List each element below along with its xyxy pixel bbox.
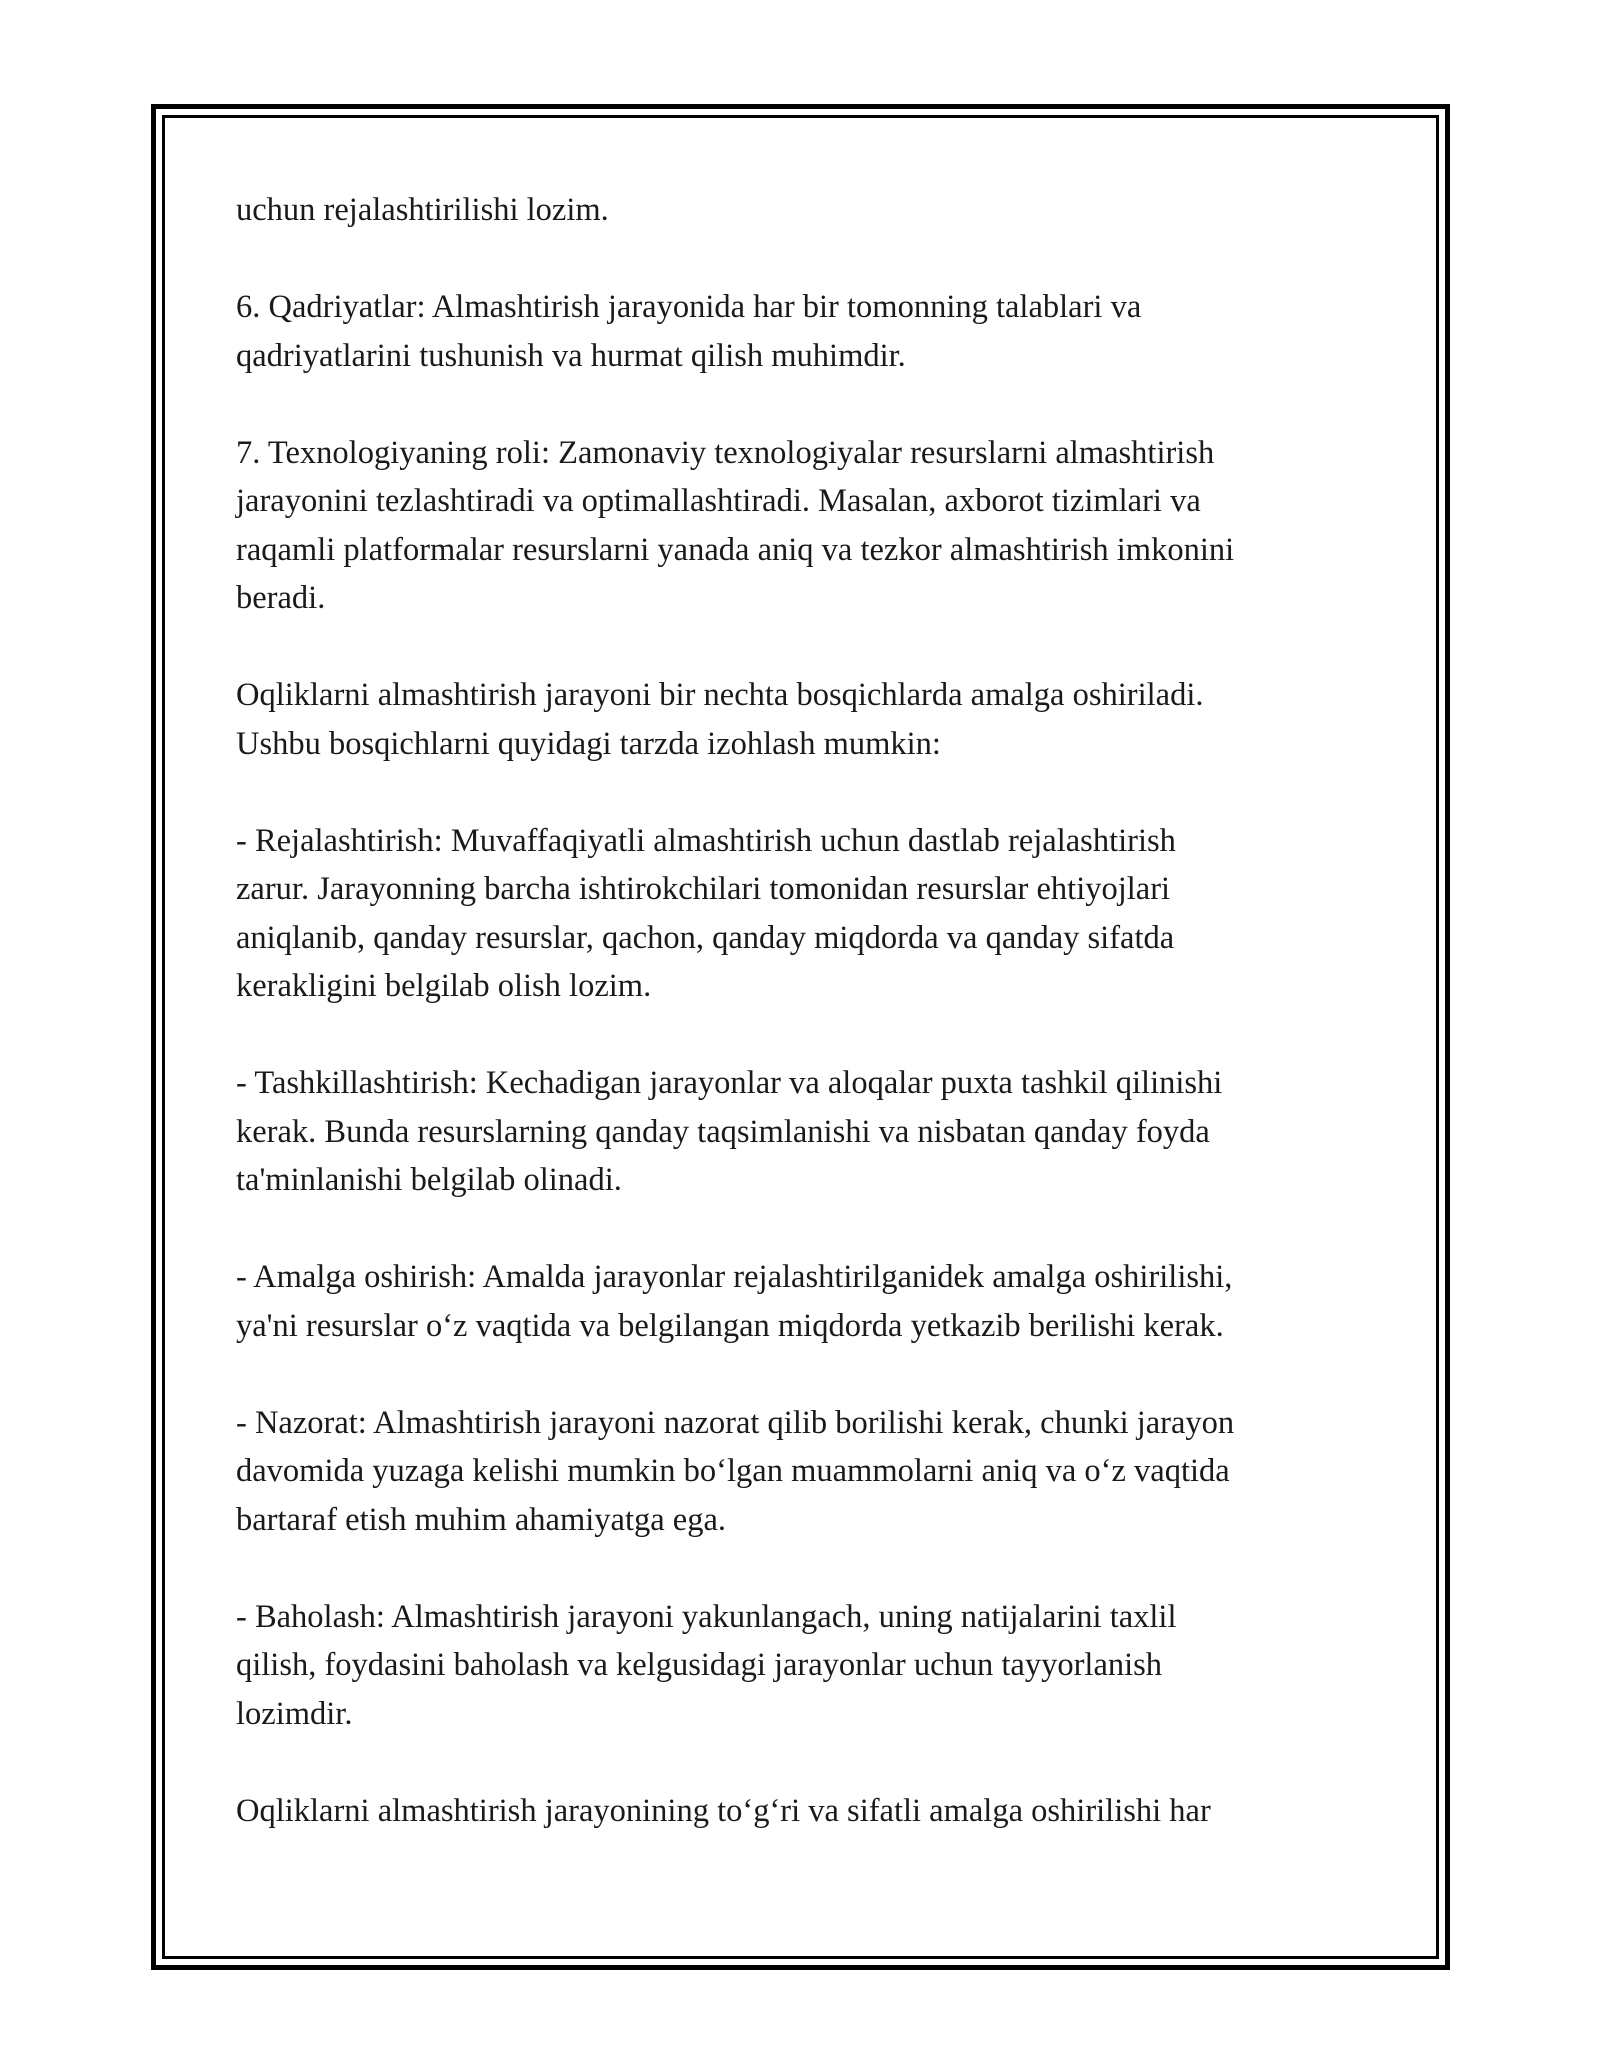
text-line: qadriyatlarini tushunish va hurmat qilish muhimdir. (236, 337, 906, 374)
paragraph-implementation (236, 1253, 1376, 1350)
text-line: qilish, foydasini baholash va kelgusidagi jarayonlar uchun tayyorlanish (236, 1647, 1163, 1683)
text-line: 7. Texnologiyaning roli: Zamonaviy texnologiyalar resurslarni almashtirish (236, 434, 1215, 471)
text-line: - Rejalashtirish: Muvaffaqiyatli almashtirish uchun dastlab rejalashtirish (236, 822, 1176, 859)
paragraph-stages-intro (236, 671, 1376, 768)
paragraph-continuation (236, 186, 1376, 235)
text-line: aniqlanib, qanday resurslar, qachon, qanday miqdorda va qanday sifatda (236, 919, 1175, 956)
text-line: kerakligini belgilab olish lozim. (236, 968, 652, 1004)
text-line: Ushbu bosqichlarni quyidagi tarzda izohlash mumkin: (236, 725, 941, 762)
text-line: bartaraf etish muhim ahamiyatga ega. (236, 1501, 727, 1538)
text-line: 6. Qadriyatlar: Almashtirish jarayonida har bir tomonning talablari va (236, 289, 1142, 325)
text-line: kerak. Bunda resurslarning qanday taqsimlanishi va nisbatan qanday foyda (236, 1113, 1210, 1150)
text-line: - Tashkillashtirish: Kechadigan jarayonlar va aloqalar puxta tashkil qilinishi (236, 1065, 1223, 1101)
paragraph-planning (236, 817, 1376, 1011)
text-line: - Baholash: Almashtirish jarayoni yakunlangach, uning natijalarini taxlil (236, 1598, 1177, 1635)
text-line: ya'ni resurslar o‘z vaqtida va belgilangan miqdorda yetkazib berilishi kerak. (236, 1307, 1224, 1344)
text-line: - Amalga oshirish: Amalda jarayonlar rejalashtirilganidek amalga oshirilishi, (236, 1259, 1233, 1295)
text-line: ta'minlanishi belgilab olinadi. (236, 1162, 622, 1198)
paragraph-control (236, 1399, 1376, 1545)
text-line: uchun rejalashtirilishi lozim. (236, 192, 609, 228)
text-line: davomida yuzaga kelishi mumkin bo‘lgan muammolarni aniq va o‘z vaqtida (236, 1453, 1230, 1489)
page-text-body (236, 186, 1376, 1835)
text-line: lozimdir. (236, 1695, 353, 1732)
text-line: Oqliklarni almashtirish jarayoni bir nechta bosqichlarda amalga oshiriladi. (236, 677, 1204, 713)
paragraph-organizing (236, 1059, 1376, 1205)
paragraph-item-6-values (236, 283, 1376, 380)
text-line: jarayonini tezlashtiradi va optimallashtiradi. Masalan, axborot tizimlari va (236, 483, 1201, 519)
text-line: beradi. (236, 580, 326, 616)
paragraph-evaluation (236, 1593, 1376, 1739)
text-line: raqamli platformalar resurslarni yanada aniq va tezkor almashtirish imkonini (236, 531, 1235, 568)
text-line: zarur. Jarayonning barcha ishtirokchilari tomonidan resurslar ehtiyojlari (236, 871, 1171, 907)
paragraph-conclusion (236, 1787, 1376, 1836)
text-line: - Nazorat: Almashtirish jarayoni nazorat qilib borilishi kerak, chunki jarayon (236, 1404, 1235, 1441)
text-line: Oqliklarni almashtirish jarayonining to‘g‘ri va sifatli amalga oshirilishi har (236, 1792, 1211, 1829)
paragraph-item-7-technology (236, 429, 1376, 623)
